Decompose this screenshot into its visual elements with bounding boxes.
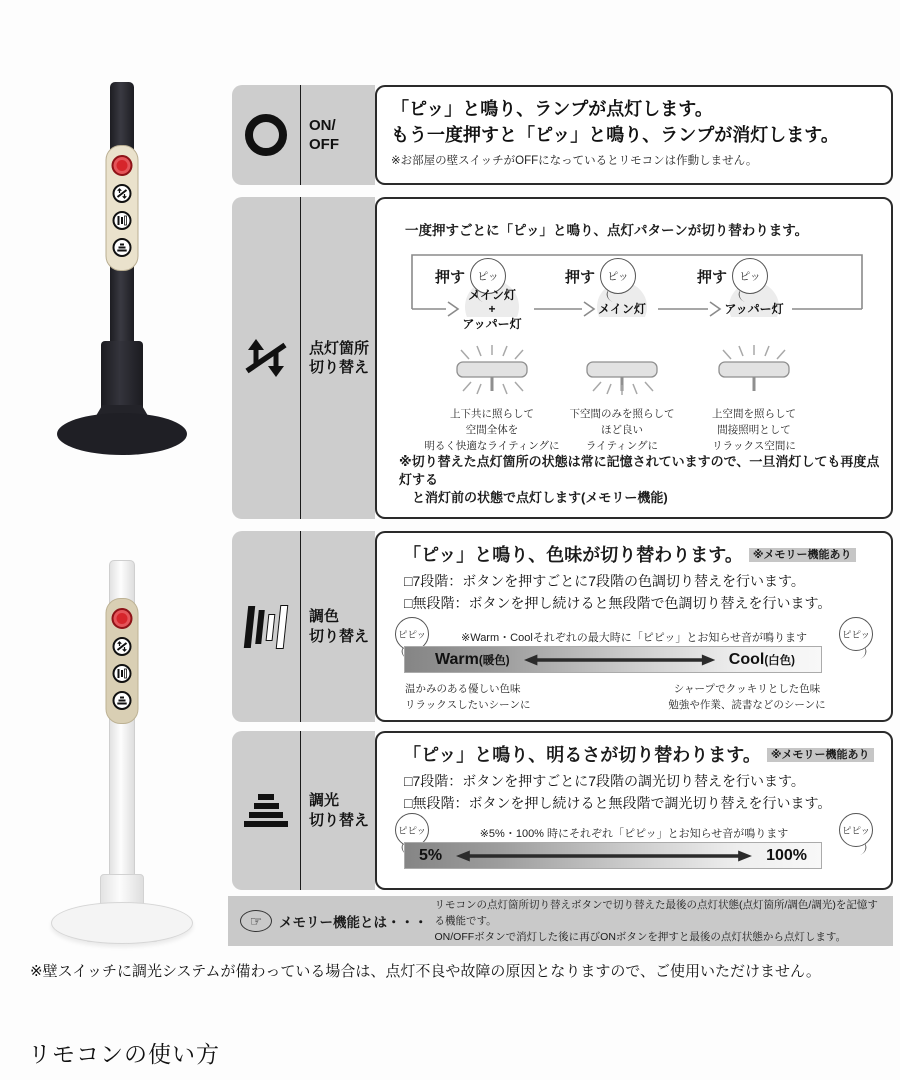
pattern-memory-note: [399, 453, 891, 508]
power-circle-icon: [245, 114, 287, 156]
color-title: [403, 541, 856, 567]
color-bars-icon: [244, 605, 289, 649]
remote-white-illustration: [42, 550, 202, 942]
dim-label: [301, 731, 375, 890]
page-title: リモコンの使い方: [28, 1041, 220, 1067]
remote-black-illustration: [42, 75, 202, 457]
power-button-icon: [112, 608, 133, 629]
wall-switch-warning: ※壁スイッチに調光システムが備わっている場合は、点灯不良や故障の原因となりますので、ご使用いただけません。: [30, 963, 821, 980]
note-line2: と消灯前の状態で点灯します(メモリー機能): [412, 490, 668, 506]
beep-text: ピピッ: [841, 826, 871, 837]
row-onoff: [232, 85, 893, 185]
caption-line: 間接照明として: [717, 423, 791, 436]
memory-tag: ※メモリー機能あり: [749, 548, 856, 562]
beep-bubble: [600, 258, 636, 294]
remote-base: [57, 413, 187, 455]
row-color-header: [232, 531, 375, 722]
dim-min-label: 5%: [419, 846, 443, 864]
stage-line: メイン灯: [598, 302, 646, 316]
beep-text: ピピッ: [841, 630, 871, 641]
beep-text: ピッ: [477, 271, 499, 283]
dim-stepless: □無段階：ボタンを押し続けると無段階で調光切り替えを行います。: [404, 795, 832, 811]
onoff-title-line2: もう一度押すと「ピッ」と鳴り、ランプが消灯します。: [391, 125, 839, 146]
row-dim-header: [232, 731, 375, 890]
color-label-line2: 切り替え: [309, 627, 370, 645]
onoff-label-line1: ON/: [309, 116, 336, 134]
beep-bubble: [732, 258, 768, 294]
warm-cool-bar: [404, 646, 822, 673]
row-onoff-header: [232, 85, 375, 185]
press-step-2: [565, 257, 636, 295]
row-color: [232, 531, 893, 722]
pattern-label-line2: 切り替え: [309, 359, 370, 376]
onoff-icon-cell: [232, 85, 301, 185]
remote-lower-sleeve: [101, 341, 143, 413]
color-icon-cell: [232, 531, 301, 722]
dim-button-icon: [113, 691, 132, 710]
beep-text: ピピッ: [397, 826, 427, 837]
lamp-both-icon: [427, 345, 557, 405]
press-step-3: [697, 257, 768, 295]
cool-text: Cool: [728, 650, 765, 668]
stage-main-upper: [437, 288, 547, 331]
cool-label: [729, 651, 795, 669]
pattern-label: [301, 197, 375, 519]
note-line1: ※切り替えた点灯箇所の状態は常に記憶されていますので、一旦消灯しても再度点灯する: [399, 454, 880, 488]
double-arrow-icon: [524, 654, 715, 666]
stage-line: +: [488, 302, 496, 317]
caption-line: 明るく快適なライティングに: [424, 439, 560, 452]
pattern-label-line1: 点灯箇所: [309, 339, 370, 357]
memory-function-strip: [228, 896, 893, 946]
warm-label: [435, 651, 510, 669]
caption-line: 上空間を照らして: [712, 408, 796, 420]
row-color-content: [375, 531, 893, 722]
caption-line: ほど良い: [601, 423, 643, 436]
remote-base: [51, 902, 193, 944]
pointing-hand-icon: ☞: [240, 910, 272, 932]
dim-button-icon: [113, 238, 132, 257]
stage-line: アッパー灯: [724, 302, 784, 316]
onoff-title-line1: 「ピッ」と鳴り、ランプが点灯します。: [391, 99, 713, 119]
caption-line: 空間全体を: [465, 423, 519, 436]
warm-text: Warm: [435, 650, 479, 668]
pattern-intro: 一度押すごとに「ピッ」と鳴り、点灯パターンが切り替わります。: [405, 223, 809, 238]
color-bar-note: ※Warm・Coolそれぞれの最大時に「ピピッ」とお知らせ音が鳴ります: [461, 632, 807, 644]
stage-upper: [699, 302, 809, 316]
stage-main: [567, 302, 677, 316]
press-label: 押す: [697, 268, 728, 286]
onoff-label: [301, 85, 375, 185]
pattern-icon-cell: [232, 197, 301, 519]
stage-line: メイン灯: [468, 288, 516, 302]
color-title-text: 「ピッ」と鳴り、色味が切り替わります。: [403, 545, 743, 565]
dim-bar-note: ※5%・100% 時にそれぞれ「ピピッ」とお知らせ音が鳴ります: [479, 828, 789, 840]
dim-title-text: 「ピッ」と鳴り、明るさが切り替わります。: [403, 745, 761, 765]
dim-title: [403, 741, 874, 767]
caption-line: リラックス空間に: [712, 439, 796, 452]
double-arrow-icon: [456, 850, 752, 862]
warm-sub: (暖色): [478, 654, 510, 667]
dim-icon-cell: [232, 731, 301, 890]
dim-step7: □7段階：ボタンを押すごとに7段階の調光切り替えを行います。: [404, 773, 805, 789]
color-button-icon: [113, 211, 132, 230]
dim-label-line1: 調光: [309, 792, 340, 809]
row-pattern: [232, 197, 893, 519]
dim-max-label: 100%: [766, 846, 807, 864]
cool-caption: [657, 681, 837, 714]
caption-line: 下空間のみを照らして: [569, 408, 675, 420]
onoff-label-line2: OFF: [309, 136, 339, 153]
onoff-note: ※お部屋の壁スイッチがOFFになっているとリモコンは作動しません。: [391, 155, 758, 168]
cool-sub: (白色): [764, 654, 795, 667]
dim-range-bar: [404, 842, 822, 869]
lamp-upper-icon: [689, 345, 819, 405]
color-button-icon: [113, 664, 132, 683]
memory-line2: ON/OFFボタンで消灯した後に再びONボタンを押すと最後の点灯状態から点灯します。: [434, 931, 847, 944]
memory-strip-label: メモリー機能とは・・・: [279, 915, 428, 930]
press-label: 押す: [435, 268, 466, 286]
color-stepless: □無段階：ボタンを押し続けると無段階で色調切り替えを行います。: [404, 595, 832, 611]
stage-line: アッパー灯: [462, 316, 522, 331]
row-pattern-header: [232, 197, 375, 519]
power-button-icon: [112, 155, 133, 176]
caption-line: 温かみのある優しい色味: [405, 683, 521, 695]
memory-tag: ※メモリー機能あり: [767, 748, 874, 762]
caption-line: 上下共に照らして: [450, 408, 534, 420]
color-step7: □7段階：ボタンを押すごとに7段階の色調切り替えを行います。: [404, 573, 805, 589]
beep-text: ピッ: [739, 271, 761, 283]
memory-strip-text: [435, 897, 882, 946]
beep-text: ピッ: [607, 271, 629, 283]
dim-label-line2: 切り替え: [309, 811, 370, 829]
remote-button-panel: [106, 145, 139, 271]
lamp-main-icon: [557, 345, 687, 405]
dim-bars-icon: [244, 794, 288, 827]
row-dim-content: [375, 731, 893, 890]
row-dim: [232, 731, 893, 890]
caption-line: ライティングに: [585, 439, 659, 452]
caption-line: リラックスしたいシーンに: [405, 699, 531, 712]
press-label: 押す: [565, 268, 596, 286]
beep-text: ピピッ: [397, 630, 427, 641]
pattern-button-icon: [113, 637, 132, 656]
row-onoff-content: [375, 85, 893, 185]
updown-switch-icon: [243, 337, 289, 379]
row-pattern-content: [375, 197, 893, 519]
pattern-button-icon: [113, 184, 132, 203]
caption-line: 勉強や作業、読書などのシーンに: [668, 699, 826, 712]
caption-line: シャープでクッキリとした色味: [673, 683, 821, 695]
color-label: [301, 531, 375, 722]
color-label-line1: 調色: [309, 608, 340, 625]
warm-caption: [405, 681, 530, 714]
remote-button-panel: [106, 598, 139, 724]
lamp-caption-upper: [674, 407, 834, 454]
memory-line1: リモコンの点灯箇所切り替えボタンで切り替えた最後の点灯状態(点灯箇所/調色/調光)を記憶する機能です。: [434, 898, 878, 927]
